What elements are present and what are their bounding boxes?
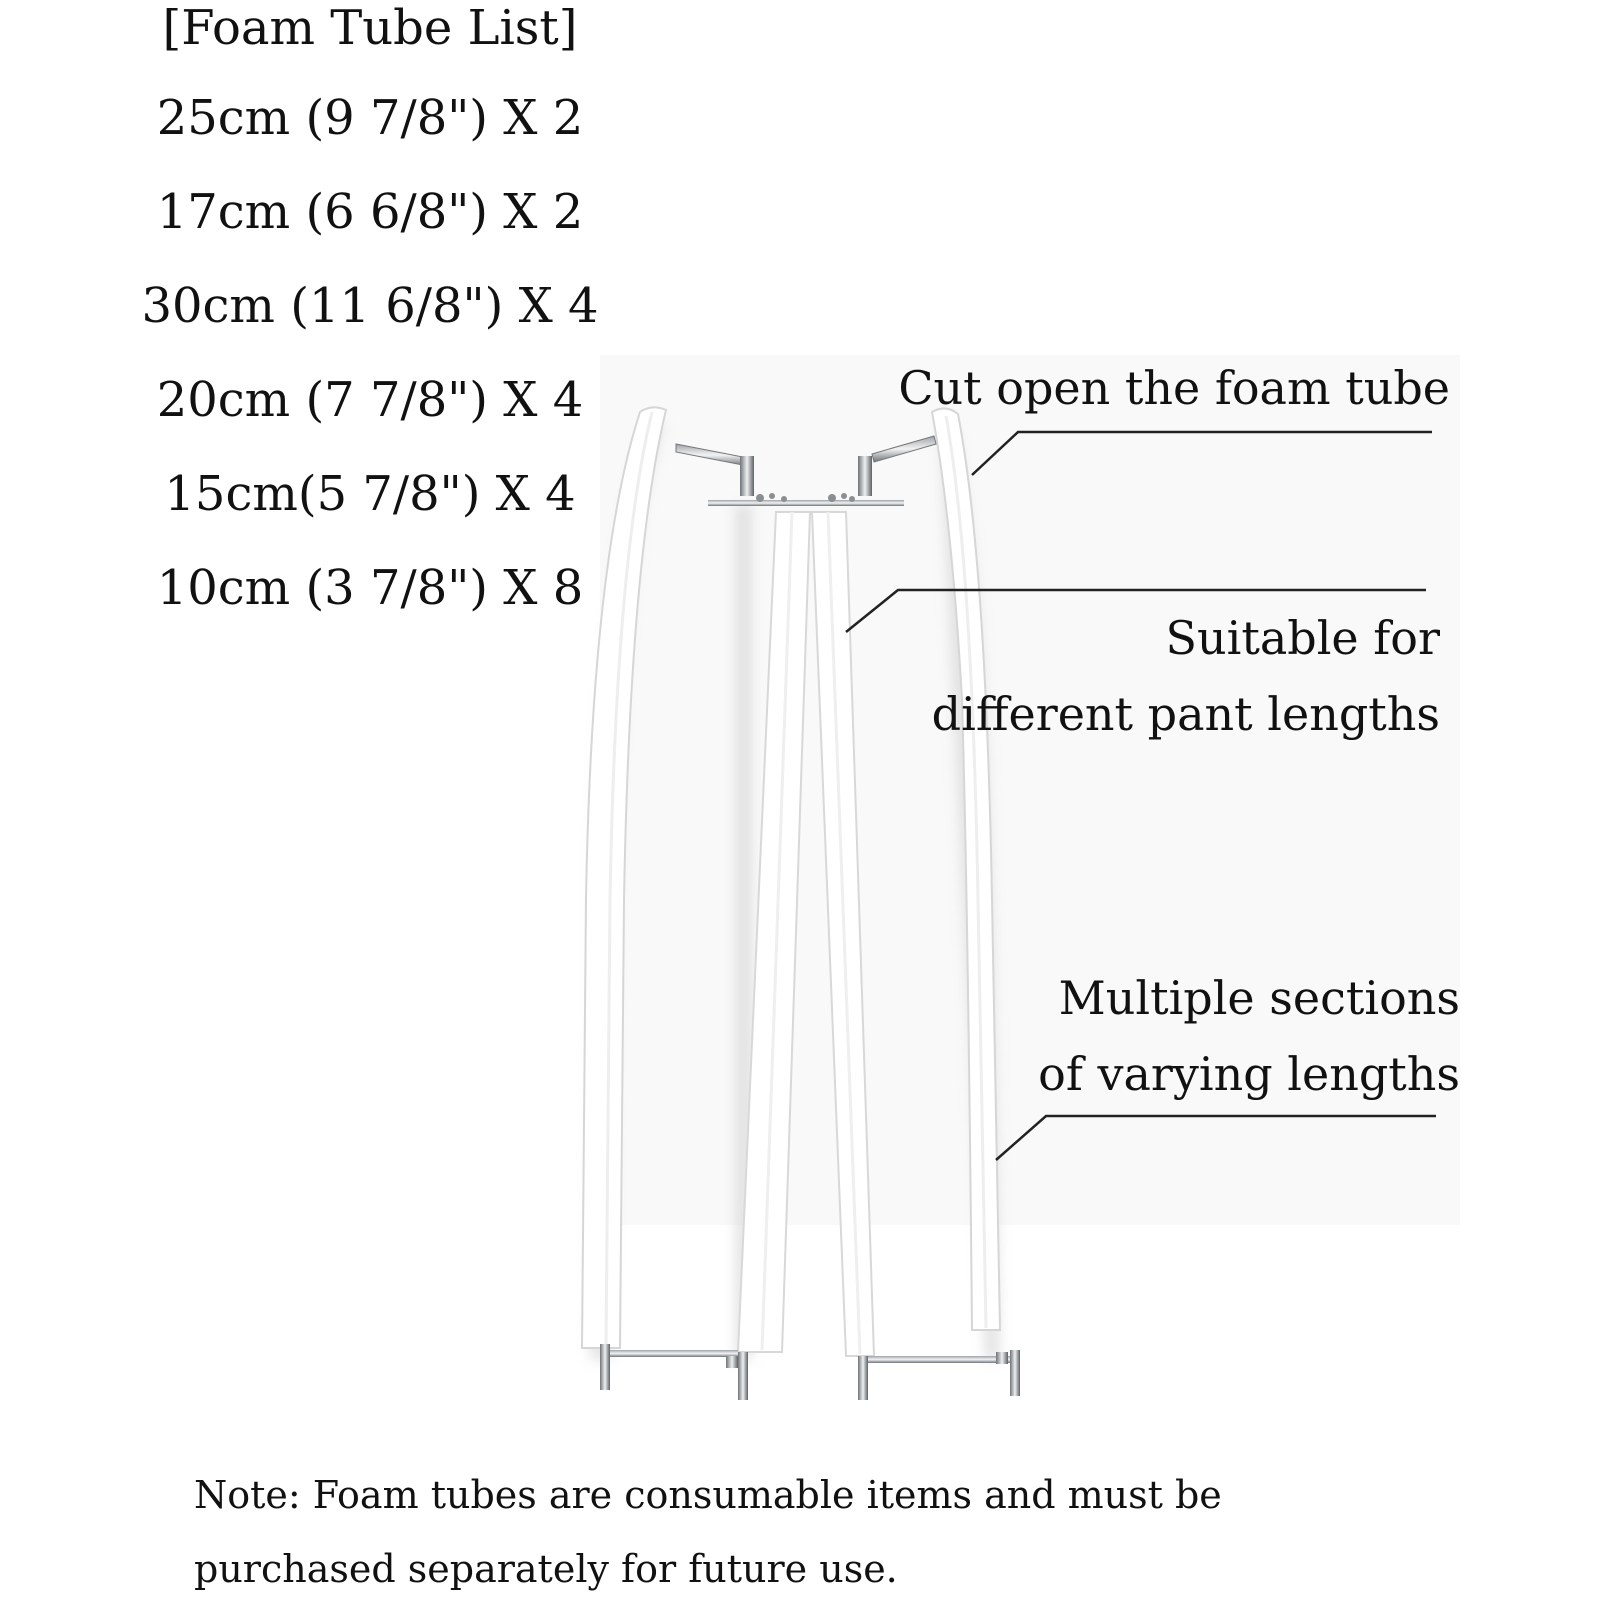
callout-multiple [1038,960,1460,1112]
tube-list-heading: [Foam Tube List] [162,0,578,56]
note [194,1458,1444,1606]
tube-list-item: 17cm (6 6/8") X 2 [156,184,584,240]
tube-list-item: 10cm (3 7/8") X 8 [156,560,584,616]
bottom-right-metal-brace [858,1350,1020,1400]
tube-list-item: 15cm(5 7/8") X 4 [164,466,576,522]
tube-list-item: 20cm (7 7/8") X 4 [156,372,584,428]
callout-suitable [932,600,1440,752]
tube-list-item: 25cm (9 7/8") X 2 [156,90,584,146]
callout-cut-open [898,350,1450,426]
note-line2: purchased separately for future use. [194,1547,898,1591]
bottom-left-metal-brace [600,1344,748,1400]
callout-suitable-line1: Suitable for [1165,611,1440,665]
callout-suitable-line2: different pant lengths [931,687,1440,741]
callout-cut-open-text: Cut open the foam tube [898,361,1450,415]
tube-list-item: 30cm (11 6/8") X 4 [141,278,599,334]
callout-multiple-line2: of varying lengths [1038,1047,1460,1101]
callout-multiple-line1: Multiple sections [1058,971,1460,1025]
note-line1: Note: Foam tubes are consumable items and must be [194,1473,1222,1517]
